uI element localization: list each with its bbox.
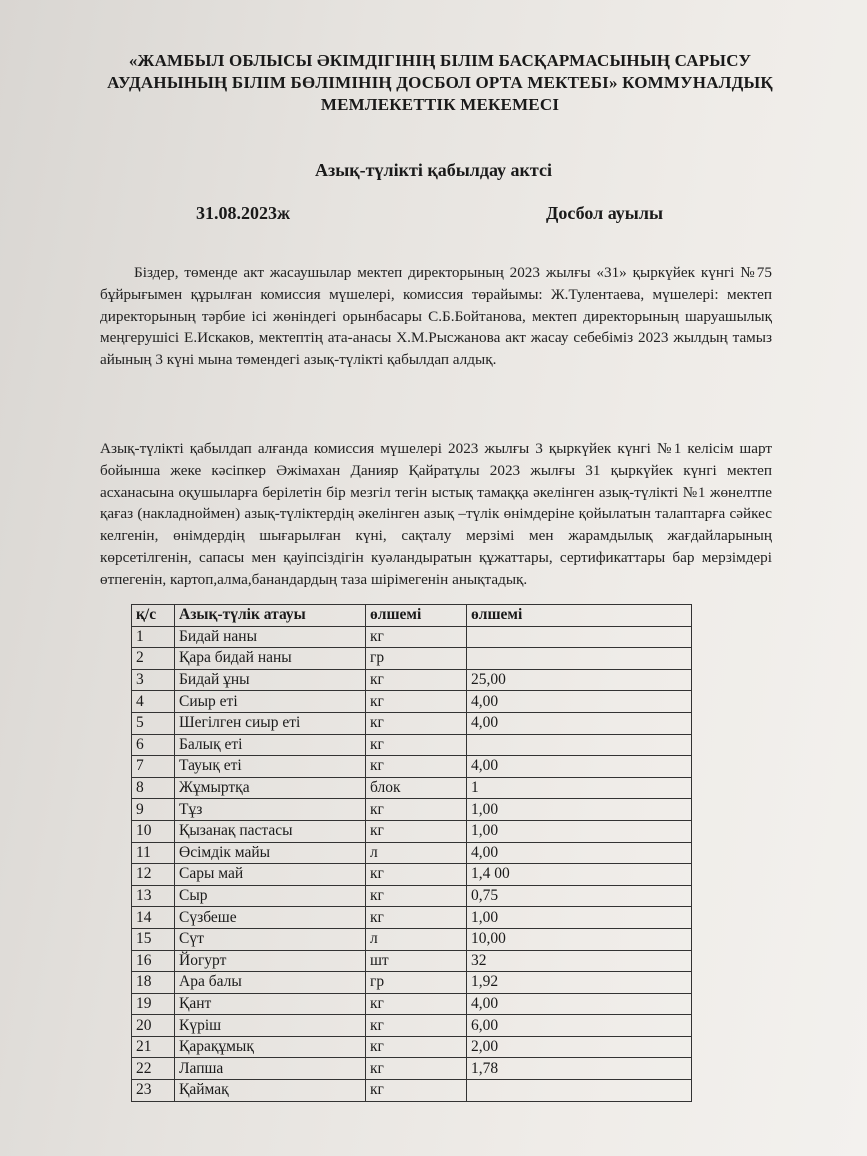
row-number: 3 [132, 669, 175, 691]
item-name: Өсімдік майы [175, 842, 366, 864]
item-unit: кг [366, 734, 467, 756]
item-amount [467, 734, 692, 756]
item-amount: 1,4 00 [467, 864, 692, 886]
paragraph-acceptance: Азық-түлікті қабылдап алғанда комиссия мүшелері 2023 жылғы 3 қыркүйек күнгі №1 келісім шарт бойынша жеке кәсіпкер Әжімахан Данияр Қайратұлы 2023 жылғы 31 қыркүйек күнгі мектеп асханасына оқушыларға берілетін бір мезгіл тегін ыстық тамаққа әкелінген азық-түлікті №1 жөнелтпе қағаз (накладноймен) азық-түліктердің әкелінген азық –түлік өнімдеріне қойылатын талаптарға сәйкес келгенін, өнімдердің шығарылған күні, сақталу мерзімі мен жарамдылық жағдайларының көрсетілгенін, сапасы мен қауіпсіздігін куәландыратын құжаттары, сертификаттары бар мерзімдері өтпегенін, картоп,алма,банандардың таза шірімегенін анықтадық. [100, 440, 772, 588]
table-header-row [132, 605, 692, 627]
item-amount: 32 [467, 950, 692, 972]
table-row [132, 950, 692, 972]
row-number: 6 [132, 734, 175, 756]
item-unit: кг [366, 864, 467, 886]
col-header-number: қ/с [132, 605, 175, 627]
row-number: 14 [132, 907, 175, 929]
row-number: 4 [132, 691, 175, 713]
table-row [132, 626, 692, 648]
item-amount: 2,00 [467, 1036, 692, 1058]
item-amount [467, 1080, 692, 1102]
item-name: Лапша [175, 1058, 366, 1080]
item-unit: шт [366, 950, 467, 972]
org-line: АУДАНЫНЫҢ БІЛІМ БӨЛІМІНІҢ ДОСБОЛ ОРТА МЕКТЕБІ» КОММУНАЛДЫҚ [107, 73, 773, 92]
row-number: 21 [132, 1036, 175, 1058]
table-row [132, 885, 692, 907]
col-header-unit: өлшемі [366, 605, 467, 627]
table-row [132, 799, 692, 821]
item-unit: кг [366, 756, 467, 778]
table-row [132, 1058, 692, 1080]
table-row [132, 907, 692, 929]
item-name: Қант [175, 993, 366, 1015]
table-row [132, 1015, 692, 1037]
item-unit: гр [366, 648, 467, 670]
item-name: Тауық еті [175, 756, 366, 778]
item-name: Балық еті [175, 734, 366, 756]
item-amount: 1 [467, 777, 692, 799]
table-row [132, 648, 692, 670]
paragraph-commission: Біздер, төменде акт жасаушылар мектеп директорының 2023 жылғы «31» қыркүйек күнгі №75 бұйрығымен құрылған комиссия мүшелері, комиссия төрайымы: Ж.Тулентаева, мүшелері: мектеп директорының тәрбие ісі жөніндегі орынбасары С.Б.Бойтанова, мектеп директорының шаруашылық меңгерушісі Е.Искаков, мектептің ата-анасы Х.М.Рысжанова акт жасау себебіміз 2023 жылдың тамыз айының 3 күні мына төмендегі азық-түлікті қабылдап алдық. [100, 264, 772, 369]
row-number: 7 [132, 756, 175, 778]
col-header-name: Азық-түлік атауы [175, 605, 366, 627]
row-number: 19 [132, 993, 175, 1015]
item-unit: л [366, 928, 467, 950]
item-amount: 1,00 [467, 907, 692, 929]
item-name: Йогурт [175, 950, 366, 972]
item-unit: блок [366, 777, 467, 799]
table-row [132, 669, 692, 691]
item-name: Бидай ұны [175, 669, 366, 691]
item-unit: кг [366, 712, 467, 734]
item-name: Сары май [175, 864, 366, 886]
item-unit: кг [366, 691, 467, 713]
item-unit: кг [366, 626, 467, 648]
item-unit: кг [366, 1080, 467, 1102]
item-name: Қаймақ [175, 1080, 366, 1102]
item-name: Сүзбеше [175, 907, 366, 929]
item-unit: кг [366, 1058, 467, 1080]
item-amount: 1,92 [467, 972, 692, 994]
item-unit: л [366, 842, 467, 864]
row-number: 18 [132, 972, 175, 994]
item-unit: кг [366, 1036, 467, 1058]
item-name: Қызанақ пастасы [175, 820, 366, 842]
document-title: Азық-түлікті қабылдау актсі [315, 160, 552, 180]
row-number: 1 [132, 626, 175, 648]
item-unit: кг [366, 669, 467, 691]
item-amount: 4,00 [467, 993, 692, 1015]
org-line: «ЖАМБЫЛ ОБЛЫСЫ ӘКІМДІГІНІҢ БІЛІМ БАСҚАРМАСЫНЫҢ САРЫСУ [128, 51, 752, 70]
row-number: 9 [132, 799, 175, 821]
table-row [132, 1080, 692, 1102]
document-place: Досбол ауылы [546, 203, 664, 223]
item-unit: кг [366, 907, 467, 929]
row-number: 5 [132, 712, 175, 734]
row-number: 20 [132, 1015, 175, 1037]
item-amount: 10,00 [467, 928, 692, 950]
document-date: 31.08.2023ж [196, 203, 291, 223]
item-unit: кг [366, 885, 467, 907]
item-amount: 4,00 [467, 756, 692, 778]
table-row [132, 756, 692, 778]
item-amount: 6,00 [467, 1015, 692, 1037]
row-number: 12 [132, 864, 175, 886]
row-number: 16 [132, 950, 175, 972]
item-amount: 1,00 [467, 820, 692, 842]
item-amount [467, 626, 692, 648]
item-unit: кг [366, 820, 467, 842]
item-name: Шегілген сиыр еті [175, 712, 366, 734]
row-number: 23 [132, 1080, 175, 1102]
item-name: Сиыр еті [175, 691, 366, 713]
table-row [132, 993, 692, 1015]
table-row [132, 820, 692, 842]
item-name: Күріш [175, 1015, 366, 1037]
table-row [132, 691, 692, 713]
item-amount [467, 648, 692, 670]
organization-heading [90, 50, 790, 116]
table-row [132, 842, 692, 864]
item-unit: гр [366, 972, 467, 994]
row-number: 8 [132, 777, 175, 799]
table-row [132, 1036, 692, 1058]
item-name: Қарақұмық [175, 1036, 366, 1058]
item-amount: 4,00 [467, 712, 692, 734]
item-amount: 1,78 [467, 1058, 692, 1080]
row-number: 13 [132, 885, 175, 907]
item-name: Сүт [175, 928, 366, 950]
row-number: 11 [132, 842, 175, 864]
item-amount: 25,00 [467, 669, 692, 691]
table-row [132, 712, 692, 734]
item-unit: кг [366, 993, 467, 1015]
item-name: Жұмыртқа [175, 777, 366, 799]
col-header-amount: өлшемі [467, 605, 692, 627]
item-name: Ара балы [175, 972, 366, 994]
item-amount: 0,75 [467, 885, 692, 907]
table-row [132, 972, 692, 994]
item-unit: кг [366, 799, 467, 821]
item-amount: 1,00 [467, 799, 692, 821]
row-number: 2 [132, 648, 175, 670]
row-number: 22 [132, 1058, 175, 1080]
row-number: 15 [132, 928, 175, 950]
item-name: Қара бидай наны [175, 648, 366, 670]
table-row [132, 864, 692, 886]
item-unit: кг [366, 1015, 467, 1037]
food-items-table [131, 604, 692, 1102]
item-name: Бидай наны [175, 626, 366, 648]
item-name: Тұз [175, 799, 366, 821]
item-amount: 4,00 [467, 691, 692, 713]
item-amount: 4,00 [467, 842, 692, 864]
table-row [132, 734, 692, 756]
table-row [132, 777, 692, 799]
item-name: Сыр [175, 885, 366, 907]
table-row [132, 928, 692, 950]
row-number: 10 [132, 820, 175, 842]
org-line: МЕМЛЕКЕТТІК МЕКЕМЕСІ [320, 95, 560, 114]
